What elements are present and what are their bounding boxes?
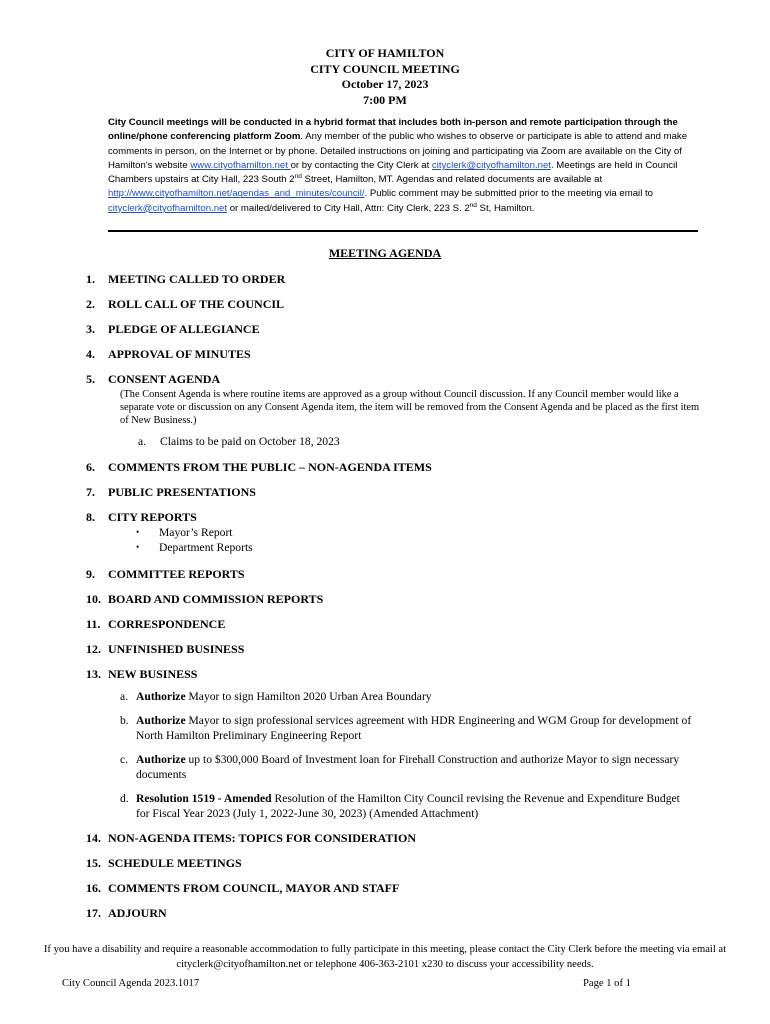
document-header (0, 46, 770, 108)
agenda-item: 14. NON-AGENDA ITEMS: TOPICS FOR CONSIDERATION (86, 831, 417, 845)
agenda-item: 13. NEW BUSINESS (86, 667, 198, 681)
agenda-item: 3. PLEDGE OF ALLEGIANCE (86, 322, 260, 336)
agenda-item: 11. CORRESPONDENCE (86, 617, 226, 631)
ordinal-suffix: nd (294, 173, 302, 180)
clerk-email-link-2[interactable]: cityclerk@cityofhamilton.net (108, 202, 228, 214)
intro-text: or by contacting the City Clerk at (290, 159, 432, 171)
agenda-item: 2. ROLL CALL OF THE COUNCIL (86, 297, 285, 311)
agenda-item: 1. MEETING CALLED TO ORDER (86, 272, 286, 286)
agenda-item: 16. COMMENTS FROM COUNCIL, MAYOR AND STAFF (86, 881, 400, 895)
divider (108, 230, 698, 232)
agenda-title: MEETING AGENDA (328, 246, 442, 260)
website-link[interactable]: www.cityofhamilton.net (190, 159, 291, 171)
intro-text: . Public comment may be submitted prior to the meeting via email to (364, 188, 653, 200)
meeting-date: October 17, 2023 (341, 77, 429, 91)
agenda-item: 10. BOARD AND COMMISSION REPORTS (86, 592, 324, 606)
agenda-item: 9. COMMITTEE REPORTS (86, 567, 245, 581)
intro-text: or mailed/delivered to City Hall, Attn: City Clerk, 223 S. 2 (227, 202, 470, 214)
agenda-item: 15. SCHEDULE MEETINGS (86, 856, 242, 870)
meeting-time: 7:00 PM (363, 92, 407, 107)
agendas-link[interactable]: http://www.cityofhamilton.net/agendas_and_minutes/council/ (108, 188, 365, 200)
city-name: CITY OF HAMILTON (325, 46, 445, 60)
agenda-item: 17. ADJOURN (86, 906, 167, 920)
intro-text: . Any member of the public who wishes to observe or participate is able to attend and make comments in person, on the Internet or by phone. Detailed instructions on joining and participating via Zoom are available on the City of Hamilton's website (108, 131, 688, 171)
document-name: City Council Agenda 2023.1017 (62, 978, 200, 989)
consent-agenda-note: (The Consent Agenda is where routine items are approved as a group without Council discussion. If any Council member would like a separate vote or discussion on any Consent Agenda item, the item will be removed from the Consent Agenda and be placed as the first item of New Business.) (120, 389, 700, 426)
agenda-item: 5. CONSENT AGENDA (86, 372, 221, 386)
intro-bold-lead: City Council meetings will be conducted in a hybrid format that includes both in-person and remote participation through the online/phone conferencing platform Zoom (108, 117, 678, 143)
agenda-item: 8. CITY REPORTS (86, 510, 197, 524)
page-number: Page 1 of 1 (583, 978, 631, 989)
intro-text: St, Hamilton. (476, 202, 535, 214)
agenda-item: 6. COMMENTS FROM THE PUBLIC – NON-AGENDA ITEMS (86, 460, 432, 474)
agenda-item: 12. UNFINISHED BUSINESS (86, 642, 245, 656)
agenda-item: 4. APPROVAL OF MINUTES (86, 347, 251, 361)
intro-text: Street, Hamilton, MT. Agendas and related documents are available at (301, 174, 603, 186)
accessibility-note: If you have a disability and require a reasonable accommodation to fully participate in this meeting, please contact the City Clerk before the meeting via email at cityclerk@cityofhamilton.net or telephone 406-363-2101 x230 to discuss your accessibility needs. (43, 944, 727, 970)
intro-paragraph (108, 116, 698, 216)
meeting-name: CITY COUNCIL MEETING (310, 61, 460, 76)
intro-text: . Meetings are held in Council Chambers upstairs at City Hall, 223 South 2 (108, 159, 678, 186)
agenda-item: 7. PUBLIC PRESENTATIONS (86, 485, 256, 499)
ordinal-suffix: nd (469, 201, 477, 209)
clerk-email-link[interactable]: cityclerk@cityofhamilton.net (431, 159, 551, 171)
